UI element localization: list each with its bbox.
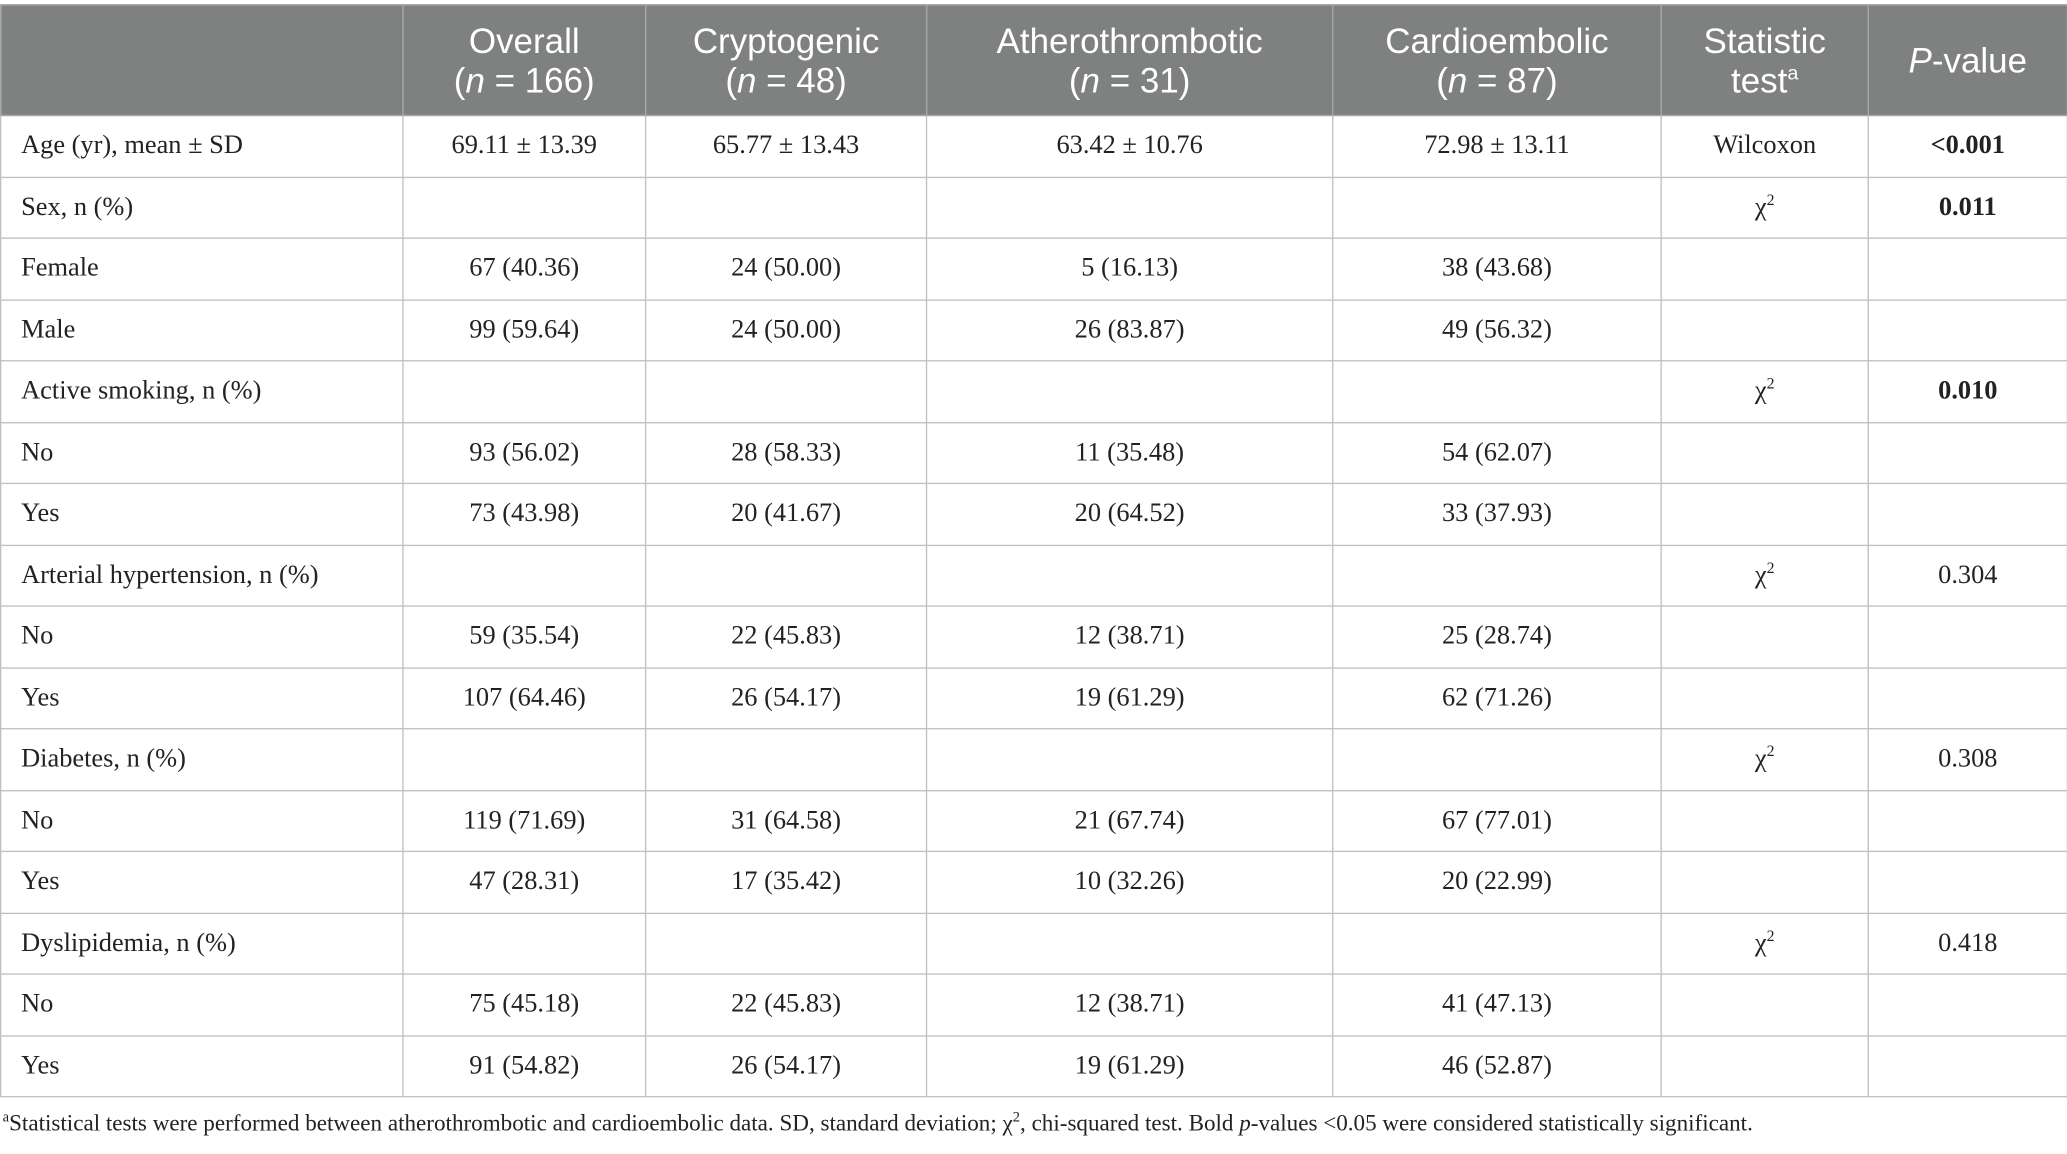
characteristics-table <box>0 4 2067 1097</box>
cell-atherothrombotic: 63.42 ± 10.76 <box>927 115 1333 176</box>
cell-cryptogenic: 26 (54.17) <box>646 1035 927 1096</box>
cell-p-value <box>1868 790 2067 851</box>
cell-cardioembolic: 62 (71.26) <box>1333 667 1661 728</box>
table-row <box>1 299 2067 360</box>
cell-cryptogenic: 17 (35.42) <box>646 851 927 912</box>
table-row <box>1 729 2067 790</box>
cell-overall <box>403 177 646 238</box>
cell-statistic-test <box>1661 606 1868 667</box>
cell-cardioembolic: 46 (52.87) <box>1333 1035 1661 1096</box>
cell-label: No <box>1 974 403 1035</box>
cell-label: Diabetes, n (%) <box>1 729 403 790</box>
cell-statistic-test <box>1661 299 1868 360</box>
cell-p-value <box>1868 483 2067 544</box>
header-cell-cryptogenic: Cryptogenic (n = 48) <box>646 5 927 116</box>
cell-statistic-test <box>1661 667 1868 728</box>
cell-atherothrombotic: 19 (61.29) <box>927 667 1333 728</box>
cell-statistic-test <box>1661 238 1868 299</box>
cell-atherothrombotic <box>927 177 1333 238</box>
cell-cardioembolic: 38 (43.68) <box>1333 238 1661 299</box>
cell-atherothrombotic: 12 (38.71) <box>927 974 1333 1035</box>
cell-atherothrombotic <box>927 729 1333 790</box>
cell-overall: 67 (40.36) <box>403 238 646 299</box>
table-row <box>1 422 2067 483</box>
cell-overall <box>403 545 646 606</box>
cell-cryptogenic: 65.77 ± 13.43 <box>646 115 927 176</box>
cell-atherothrombotic <box>927 545 1333 606</box>
cell-atherothrombotic: 5 (16.13) <box>927 238 1333 299</box>
cell-cardioembolic: 41 (47.13) <box>1333 974 1661 1035</box>
cell-cryptogenic: 31 (64.58) <box>646 790 927 851</box>
cell-p-value <box>1868 1035 2067 1096</box>
cell-statistic-test: $\chi^2$ <box>1661 361 1868 422</box>
cell-p-value <box>1868 667 2067 728</box>
cell-cardioembolic: 25 (28.74) <box>1333 606 1661 667</box>
cell-statistic-test: $\chi^2$ <box>1661 913 1868 974</box>
cell-overall: 75 (45.18) <box>403 974 646 1035</box>
table-body <box>1 115 2067 1096</box>
cell-label: Active smoking, n (%) <box>1 361 403 422</box>
cell-atherothrombotic <box>927 913 1333 974</box>
cell-p-value: <0.001 <box>1868 115 2067 176</box>
cell-cardioembolic <box>1333 545 1661 606</box>
cell-cryptogenic <box>646 361 927 422</box>
table-header <box>1 5 2067 116</box>
cell-cardioembolic <box>1333 177 1661 238</box>
header-cell-overall: Overall (n = 166) <box>403 5 646 116</box>
cell-cardioembolic: 54 (62.07) <box>1333 422 1661 483</box>
cell-p-value: 0.308 <box>1868 729 2067 790</box>
cell-statistic-test <box>1661 851 1868 912</box>
cell-label: Arterial hypertension, n (%) <box>1 545 403 606</box>
cell-atherothrombotic: 21 (67.74) <box>927 790 1333 851</box>
cell-p-value: 0.010 <box>1868 361 2067 422</box>
cell-label: Yes <box>1 667 403 728</box>
table-row <box>1 606 2067 667</box>
cell-label: Yes <box>1 1035 403 1096</box>
cell-cryptogenic: 22 (45.83) <box>646 606 927 667</box>
cell-overall: 73 (43.98) <box>403 483 646 544</box>
cell-label: No <box>1 790 403 851</box>
header-cell-atherothrombotic: Atherothrombotic (n = 31) <box>927 5 1333 116</box>
cell-p-value: 0.418 <box>1868 913 2067 974</box>
cell-statistic-test <box>1661 790 1868 851</box>
cell-p-value: 0.011 <box>1868 177 2067 238</box>
table-row <box>1 545 2067 606</box>
cell-label: No <box>1 606 403 667</box>
cell-overall <box>403 729 646 790</box>
cell-overall <box>403 913 646 974</box>
cell-cardioembolic <box>1333 361 1661 422</box>
cell-statistic-test <box>1661 1035 1868 1096</box>
cell-label: Dyslipidemia, n (%) <box>1 913 403 974</box>
table-row <box>1 483 2067 544</box>
cell-cardioembolic <box>1333 729 1661 790</box>
cell-label: Male <box>1 299 403 360</box>
table-row <box>1 115 2067 176</box>
cell-cryptogenic <box>646 545 927 606</box>
cell-cryptogenic: 28 (58.33) <box>646 422 927 483</box>
cell-cardioembolic: 49 (56.32) <box>1333 299 1661 360</box>
cell-statistic-test <box>1661 974 1868 1035</box>
table-row <box>1 974 2067 1035</box>
table-row <box>1 851 2067 912</box>
cell-cryptogenic: 24 (50.00) <box>646 238 927 299</box>
cell-label: Sex, n (%) <box>1 177 403 238</box>
cell-atherothrombotic: 11 (35.48) <box>927 422 1333 483</box>
cell-label: Yes <box>1 483 403 544</box>
header-cell-cardioembolic: Cardioembolic (n = 87) <box>1333 5 1661 116</box>
table-row <box>1 238 2067 299</box>
cell-atherothrombotic: 19 (61.29) <box>927 1035 1333 1096</box>
cell-cardioembolic: 20 (22.99) <box>1333 851 1661 912</box>
cell-cryptogenic <box>646 177 927 238</box>
cell-label: No <box>1 422 403 483</box>
cell-atherothrombotic: 12 (38.71) <box>927 606 1333 667</box>
cell-p-value <box>1868 238 2067 299</box>
cell-cryptogenic: 20 (41.67) <box>646 483 927 544</box>
cell-cardioembolic: 33 (37.93) <box>1333 483 1661 544</box>
table-row <box>1 1035 2067 1096</box>
cell-cryptogenic: 26 (54.17) <box>646 667 927 728</box>
cell-overall: 107 (64.46) <box>403 667 646 728</box>
cell-label: Yes <box>1 851 403 912</box>
table-row <box>1 913 2067 974</box>
cell-p-value <box>1868 851 2067 912</box>
cell-statistic-test: $\chi^2$ <box>1661 545 1868 606</box>
cell-atherothrombotic: 10 (32.26) <box>927 851 1333 912</box>
cell-atherothrombotic <box>927 361 1333 422</box>
cell-overall: 59 (35.54) <box>403 606 646 667</box>
cell-atherothrombotic: 26 (83.87) <box>927 299 1333 360</box>
cell-overall <box>403 361 646 422</box>
cell-p-value <box>1868 974 2067 1035</box>
cell-cardioembolic: 72.98 ± 13.11 <box>1333 115 1661 176</box>
cell-statistic-test <box>1661 483 1868 544</box>
cell-p-value <box>1868 299 2067 360</box>
cell-statistic-test: $\chi^2$ <box>1661 729 1868 790</box>
cell-cryptogenic: 24 (50.00) <box>646 299 927 360</box>
cell-overall: 93 (56.02) <box>403 422 646 483</box>
cell-overall: 69.11 ± 13.39 <box>403 115 646 176</box>
cell-cardioembolic <box>1333 913 1661 974</box>
header-cell-statistic-test: Statistic test$^a$ <box>1661 5 1868 116</box>
cell-overall: 119 (71.69) <box>403 790 646 851</box>
table-row <box>1 361 2067 422</box>
header-row <box>1 5 2067 116</box>
table-row <box>1 177 2067 238</box>
cell-statistic-test: Wilcoxon <box>1661 115 1868 176</box>
cell-label: Female <box>1 238 403 299</box>
cell-statistic-test: $\chi^2$ <box>1661 177 1868 238</box>
cell-p-value <box>1868 422 2067 483</box>
cell-overall: 91 (54.82) <box>403 1035 646 1096</box>
table-row <box>1 790 2067 851</box>
table-row <box>1 667 2067 728</box>
cell-p-value <box>1868 606 2067 667</box>
cell-cardioembolic: 67 (77.01) <box>1333 790 1661 851</box>
cell-cryptogenic <box>646 913 927 974</box>
cell-label: Age (yr), mean ± SD <box>1 115 403 176</box>
cell-overall: 99 (59.64) <box>403 299 646 360</box>
cell-overall: 47 (28.31) <box>403 851 646 912</box>
cell-statistic-test <box>1661 422 1868 483</box>
cell-cryptogenic: 22 (45.83) <box>646 974 927 1035</box>
table-footnote: $^a$Statistical tests were performed between atherothrombotic and cardioembolic data. SD, standard deviation; $\chi^2$, chi-squared test. Bold p-values <0.05 were considered statistically significant. <box>2 1109 1753 1136</box>
cell-atherothrombotic: 20 (64.52) <box>927 483 1333 544</box>
cell-p-value: 0.304 <box>1868 545 2067 606</box>
cell-cryptogenic <box>646 729 927 790</box>
header-cell-p-value: P-value <box>1868 5 2067 116</box>
header-cell-label <box>1 5 403 116</box>
